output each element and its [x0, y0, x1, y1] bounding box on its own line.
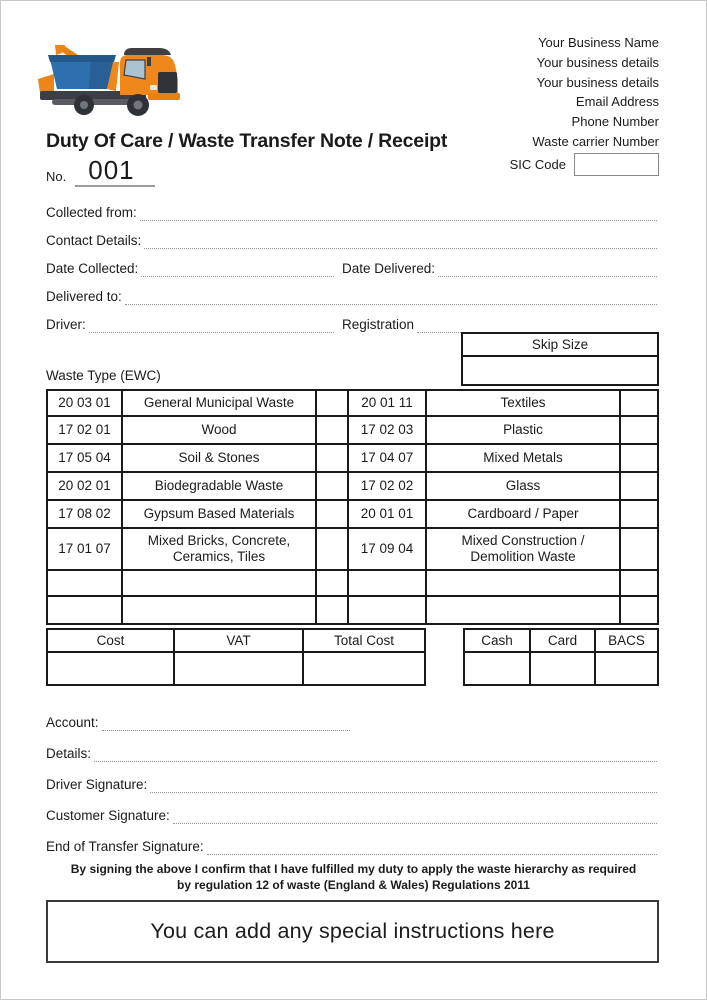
- payment-table: [463, 628, 659, 686]
- ewc-checkbox-cell[interactable]: [621, 501, 657, 529]
- ewc-empty-cell[interactable]: [349, 571, 427, 597]
- cash-value-cell[interactable]: [465, 653, 531, 684]
- ewc-desc-cell: Mixed Bricks, Concrete, Ceramics, Tiles: [123, 529, 317, 571]
- ewc-empty-cell[interactable]: [427, 571, 621, 597]
- ewc-checkbox-cell[interactable]: [317, 529, 349, 571]
- customer-signature-row: [46, 804, 657, 824]
- special-instructions-box[interactable]: You can add any special instructions here: [46, 900, 659, 963]
- date-collected-field: [46, 261, 334, 277]
- end-of-transfer-signature-label: End of Transfer Signature:: [46, 839, 204, 854]
- ewc-code-cell: 20 01 01: [349, 501, 427, 529]
- date-delivered-field: [342, 261, 657, 277]
- delivered-to-label: Delivered to:: [46, 289, 122, 304]
- note-number-label: No.: [46, 169, 67, 185]
- ewc-checkbox-cell[interactable]: [621, 473, 657, 501]
- skip-size-box: [461, 332, 659, 386]
- ewc-code-cell: 17 02 03: [349, 417, 427, 445]
- dates-row: [46, 257, 657, 277]
- customer-signature-line[interactable]: [173, 809, 657, 824]
- driver-field: [46, 317, 334, 333]
- skip-lorry-illustration: [34, 29, 184, 125]
- ewc-desc-cell: Glass: [427, 473, 621, 501]
- ewc-code-cell: 20 01 11: [349, 391, 427, 417]
- driver-signature-line[interactable]: [150, 778, 657, 793]
- business-phone: Phone Number: [571, 114, 659, 130]
- date-collected-line[interactable]: [141, 262, 334, 277]
- ewc-desc-cell: Cardboard / Paper: [427, 501, 621, 529]
- collected-from-row: [46, 201, 657, 221]
- date-delivered-label: Date Delivered:: [342, 261, 436, 276]
- ewc-desc-cell: Gypsum Based Materials: [123, 501, 317, 529]
- ewc-code-cell: 17 02 01: [48, 417, 123, 445]
- contact-details-label: Contact Details:: [46, 233, 142, 248]
- ewc-checkbox-cell[interactable]: [317, 501, 349, 529]
- ewc-code-cell: 17 01 07: [48, 529, 123, 571]
- skip-size-label: Skip Size: [463, 334, 657, 357]
- ewc-desc-cell: Biodegradable Waste: [123, 473, 317, 501]
- ewc-desc-cell: Textiles: [427, 391, 621, 417]
- waste-carrier-number: Waste carrier Number: [532, 133, 659, 149]
- details-line[interactable]: [94, 747, 657, 762]
- ewc-desc-cell: Wood: [123, 417, 317, 445]
- driver-line[interactable]: [89, 318, 334, 333]
- ewc-desc-cell: General Municipal Waste: [123, 391, 317, 417]
- bacs-value-cell[interactable]: [596, 653, 657, 684]
- ewc-checkbox-cell[interactable]: [621, 391, 657, 417]
- delivered-to-row: [46, 285, 657, 305]
- business-details-block: [532, 33, 659, 152]
- account-row: [46, 711, 657, 731]
- driver-row: [46, 313, 657, 333]
- ewc-empty-cell[interactable]: [48, 571, 123, 597]
- total-cost-header: Total Cost: [304, 630, 424, 653]
- sic-code-input[interactable]: [574, 153, 659, 176]
- account-label: Account:: [46, 715, 99, 730]
- ewc-empty-cell[interactable]: [123, 597, 317, 623]
- cost-value-cell[interactable]: [48, 653, 175, 684]
- disclaimer-line-1: By signing the above I confirm that I have fulfilled my duty to apply the waste hierarchy as required: [70, 862, 637, 876]
- ewc-checkbox-cell[interactable]: [621, 597, 657, 623]
- details-row: [46, 742, 657, 762]
- account-line[interactable]: [102, 716, 350, 731]
- ewc-desc-cell: Mixed Construction / Demolition Waste: [427, 529, 621, 571]
- bacs-header: BACS: [596, 630, 657, 653]
- driver-label: Driver:: [46, 317, 86, 332]
- page-title: Duty Of Care / Waste Transfer Note / Receipt: [46, 130, 448, 152]
- registration-field: [342, 317, 657, 333]
- ewc-checkbox-cell[interactable]: [317, 417, 349, 445]
- cost-header: Cost: [48, 630, 175, 653]
- vat-value-cell[interactable]: [175, 653, 304, 684]
- driver-signature-label: Driver Signature:: [46, 777, 148, 792]
- end-of-transfer-signature-row: [46, 835, 657, 855]
- ewc-code-cell: 17 09 04: [349, 529, 427, 571]
- end-of-transfer-signature-line[interactable]: [207, 840, 657, 855]
- collected-from-label: Collected from:: [46, 205, 137, 220]
- registration-label: Registration: [342, 317, 415, 332]
- business-name: Your Business Name: [538, 35, 659, 50]
- note-number-value: 001: [88, 155, 135, 185]
- ewc-code-cell: 20 03 01: [48, 391, 123, 417]
- sic-code-label: SIC Code: [509, 157, 566, 172]
- cost-table: [46, 628, 426, 686]
- ewc-checkbox-cell[interactable]: [317, 597, 349, 623]
- ewc-code-cell: 20 02 01: [48, 473, 123, 501]
- waste-type-section-label: Waste Type (EWC): [46, 368, 161, 383]
- collected-from-line[interactable]: [140, 206, 657, 221]
- delivered-to-line[interactable]: [125, 290, 657, 305]
- sic-code-row: [510, 153, 659, 176]
- contact-details-line[interactable]: [144, 234, 657, 249]
- ewc-empty-cell[interactable]: [349, 597, 427, 623]
- card-value-cell[interactable]: [531, 653, 596, 684]
- cash-header: Cash: [465, 630, 531, 653]
- ewc-code-cell: 17 04 07: [349, 445, 427, 473]
- ewc-checkbox-cell[interactable]: [317, 571, 349, 597]
- ewc-table: [46, 389, 659, 625]
- ewc-code-cell: 17 05 04: [48, 445, 123, 473]
- ewc-checkbox-cell[interactable]: [317, 391, 349, 417]
- registration-line[interactable]: [417, 318, 657, 333]
- customer-signature-label: Customer Signature:: [46, 808, 170, 823]
- ewc-checkbox-cell[interactable]: [621, 571, 657, 597]
- business-email: Email Address: [575, 94, 659, 110]
- total-cost-value-cell[interactable]: [304, 653, 424, 684]
- disclaimer-line-2: by regulation 12 of waste (England & Wales) Regulations 2011: [177, 877, 530, 892]
- ewc-desc-cell: Mixed Metals: [427, 445, 621, 473]
- card-header: Card: [531, 630, 596, 653]
- details-label: Details:: [46, 746, 92, 761]
- ewc-desc-cell: Soil & Stones: [123, 445, 317, 473]
- skip-size-input[interactable]: [463, 357, 657, 384]
- business-detail-line: Your business details: [536, 74, 659, 90]
- ewc-checkbox-cell[interactable]: [621, 529, 657, 571]
- note-number-row: [46, 157, 155, 187]
- ewc-code-cell: 17 08 02: [48, 501, 123, 529]
- ewc-empty-cell[interactable]: [427, 597, 621, 623]
- ewc-empty-cell[interactable]: [48, 597, 123, 623]
- ewc-checkbox-cell[interactable]: [317, 445, 349, 473]
- ewc-checkbox-cell[interactable]: [621, 445, 657, 473]
- note-number-field[interactable]: [75, 157, 154, 187]
- ewc-empty-cell[interactable]: [123, 571, 317, 597]
- ewc-desc-cell: Plastic: [427, 417, 621, 445]
- business-detail-line: Your business details: [536, 54, 659, 70]
- vat-header: VAT: [175, 630, 304, 653]
- contact-details-row: [46, 229, 657, 249]
- ewc-checkbox-cell[interactable]: [317, 473, 349, 501]
- driver-signature-row: [46, 773, 657, 793]
- ewc-code-cell: 17 02 02: [349, 473, 427, 501]
- date-delivered-line[interactable]: [438, 262, 657, 277]
- date-collected-label: Date Collected:: [46, 261, 139, 276]
- ewc-checkbox-cell[interactable]: [621, 417, 657, 445]
- disclaimer: [1, 862, 706, 893]
